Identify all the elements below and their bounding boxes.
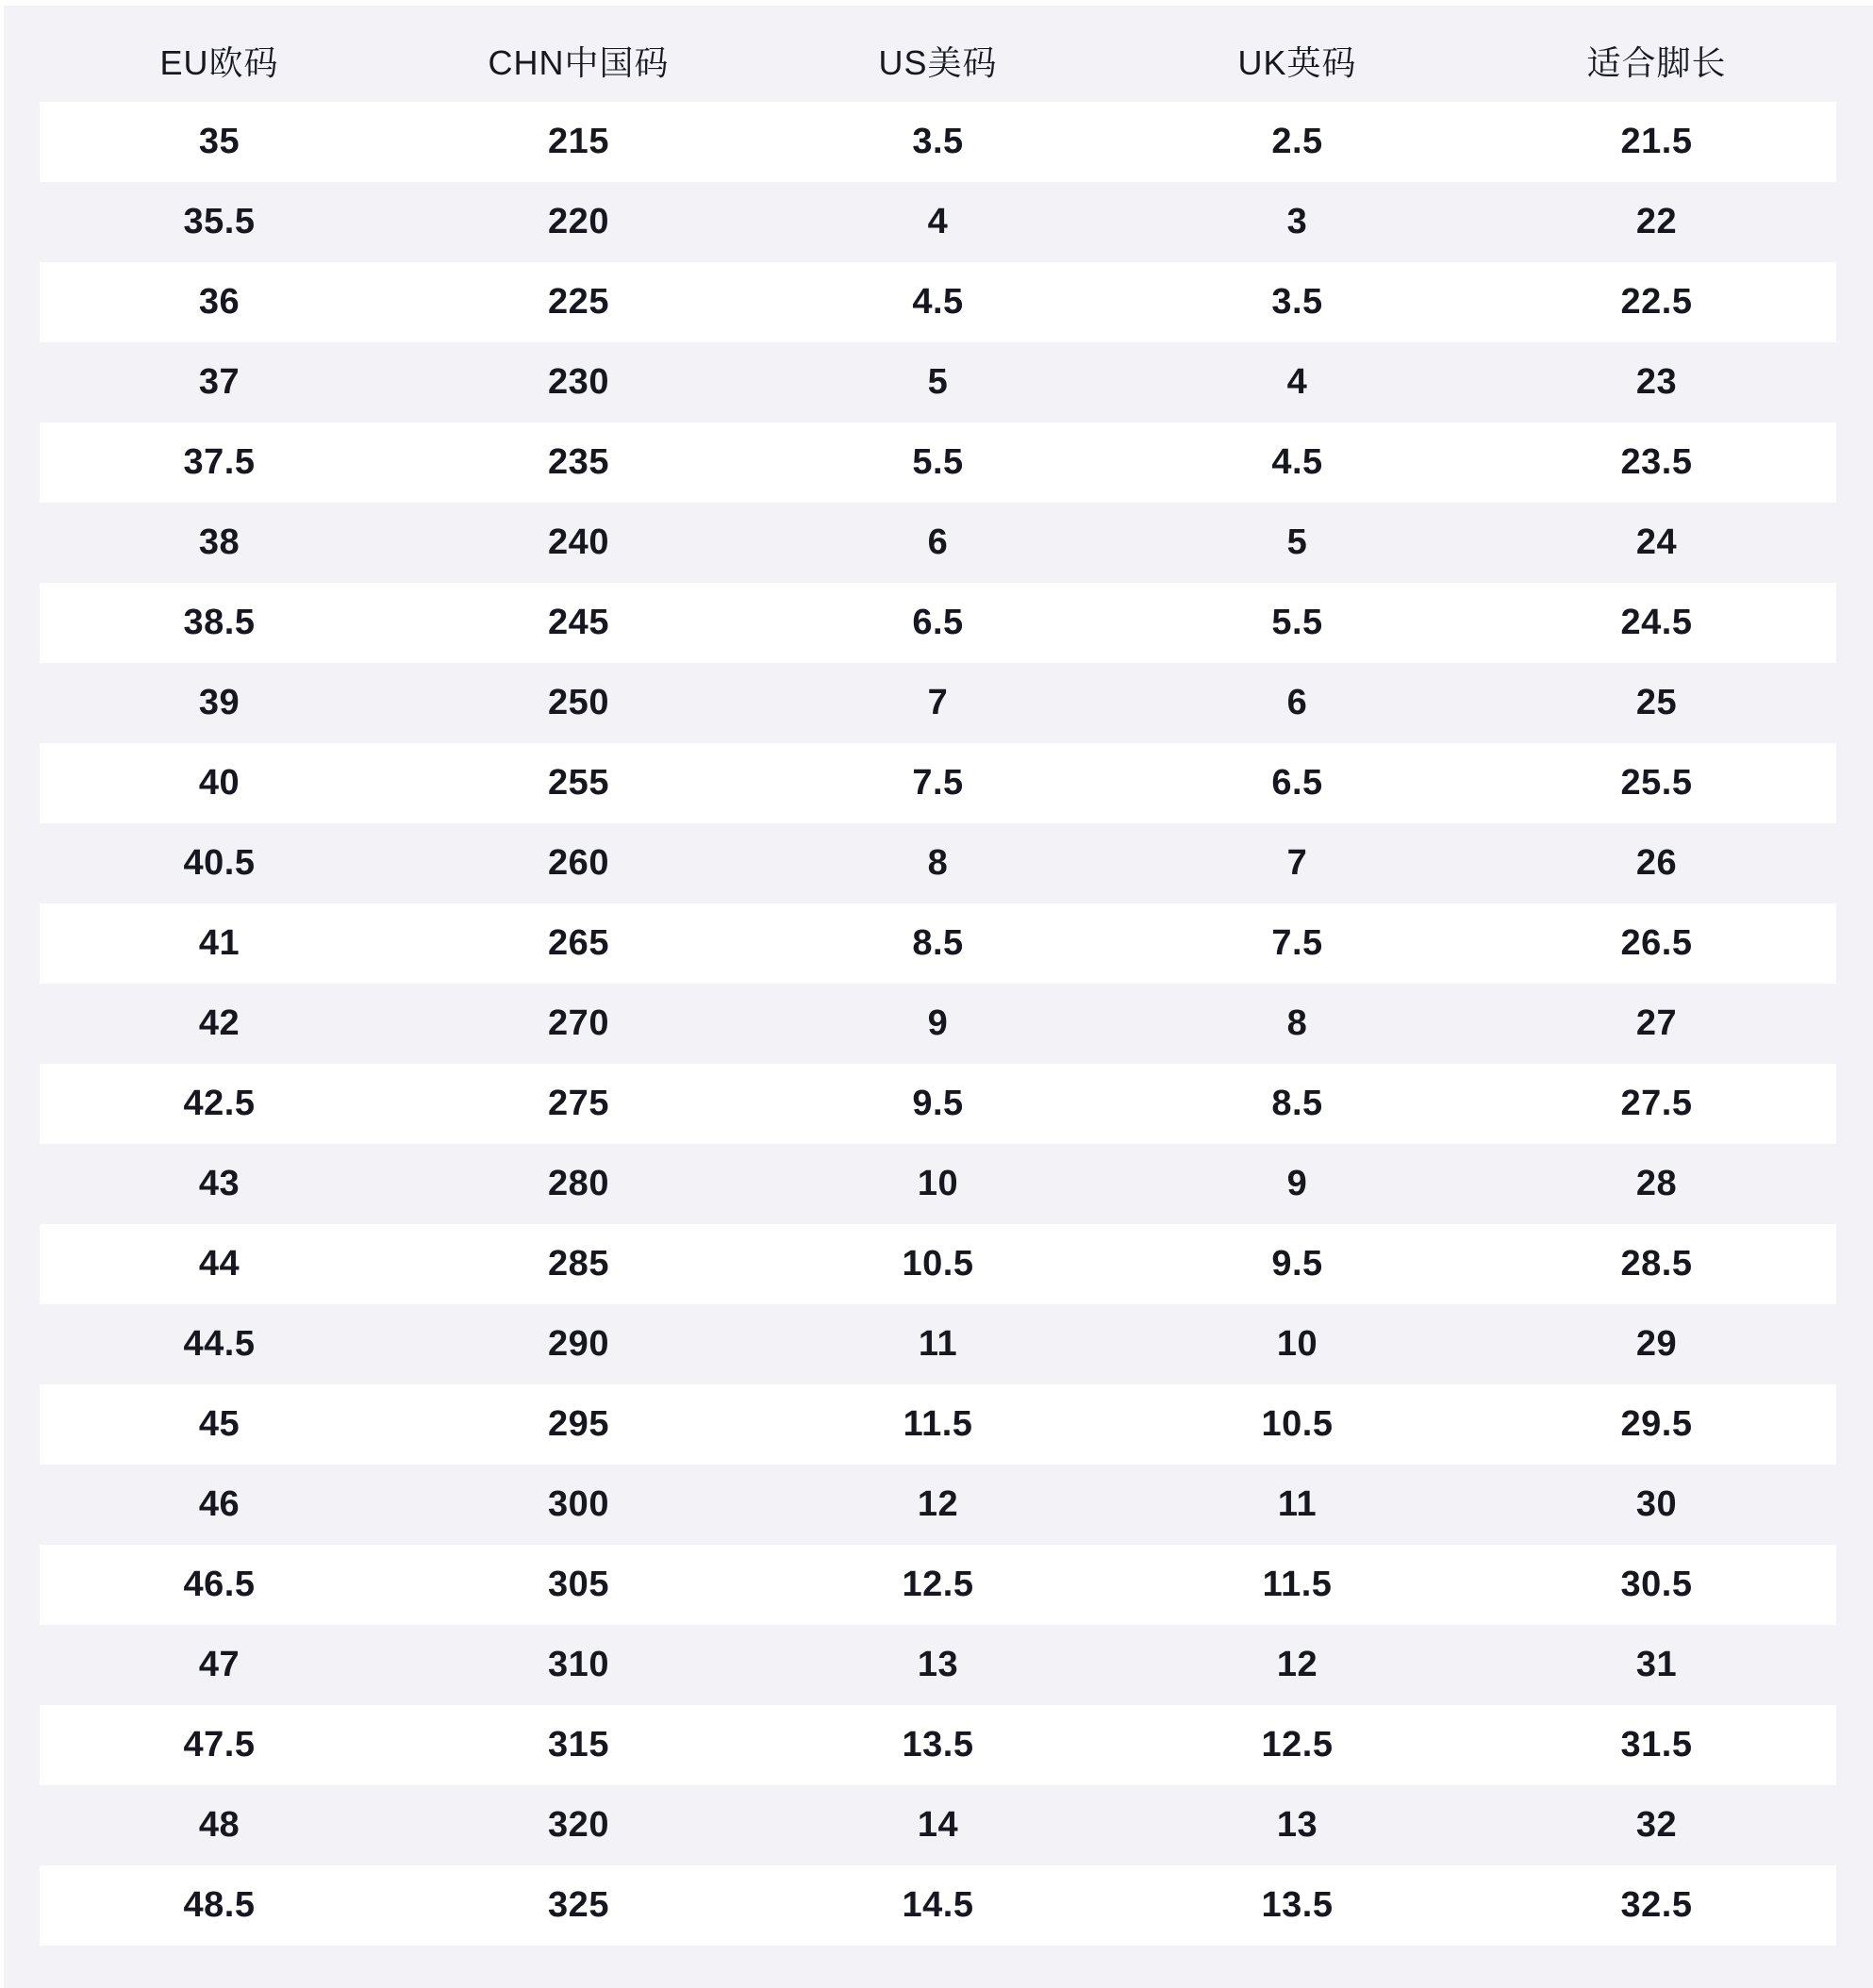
cell-chn: 315 bbox=[548, 1725, 609, 1764]
cell-uk: 11.5 bbox=[1262, 1565, 1333, 1604]
size-table-body bbox=[40, 102, 1836, 1946]
cell-uk: 5.5 bbox=[1271, 603, 1323, 642]
table-row bbox=[40, 262, 1836, 342]
cell-eu: 37.5 bbox=[183, 442, 256, 482]
cell-us: 8 bbox=[927, 843, 949, 883]
table-row bbox=[40, 1545, 1836, 1625]
cell-foot: 32 bbox=[1635, 1805, 1678, 1845]
cell-us: 10.5 bbox=[902, 1244, 974, 1284]
table-row bbox=[40, 182, 1836, 262]
cell-eu: 43 bbox=[198, 1164, 240, 1203]
table-row bbox=[40, 1224, 1836, 1304]
cell-eu: 48.5 bbox=[183, 1885, 256, 1925]
table-row bbox=[40, 984, 1836, 1064]
cell-uk: 10 bbox=[1276, 1324, 1318, 1364]
cell-us: 5 bbox=[927, 362, 949, 402]
cell-eu: 46 bbox=[198, 1484, 240, 1524]
table-row bbox=[40, 1625, 1836, 1705]
cell-us: 6.5 bbox=[912, 603, 964, 642]
table-header-row bbox=[40, 6, 1836, 102]
cell-eu: 41 bbox=[198, 923, 240, 963]
cell-us: 14.5 bbox=[902, 1885, 974, 1925]
cell-us: 4 bbox=[927, 202, 949, 241]
column-header-chn: CHN中国码 bbox=[488, 42, 670, 82]
table-row bbox=[40, 1144, 1836, 1224]
cell-chn: 250 bbox=[548, 683, 609, 722]
cell-uk: 7.5 bbox=[1271, 923, 1323, 963]
cell-eu: 42.5 bbox=[183, 1084, 256, 1123]
cell-chn: 285 bbox=[548, 1244, 609, 1284]
cell-eu: 47.5 bbox=[183, 1725, 256, 1764]
cell-foot: 22.5 bbox=[1620, 282, 1693, 322]
cell-uk: 12.5 bbox=[1261, 1725, 1334, 1764]
cell-us: 8.5 bbox=[912, 923, 964, 963]
cell-uk: 4 bbox=[1286, 362, 1308, 402]
cell-us: 13 bbox=[917, 1645, 959, 1684]
cell-chn: 275 bbox=[548, 1084, 609, 1123]
cell-foot: 32.5 bbox=[1620, 1885, 1693, 1925]
cell-uk: 6 bbox=[1286, 683, 1308, 722]
cell-foot: 24.5 bbox=[1620, 603, 1693, 642]
cell-foot: 29 bbox=[1635, 1324, 1678, 1364]
cell-us: 11 bbox=[918, 1324, 958, 1364]
cell-chn: 300 bbox=[548, 1484, 609, 1524]
cell-eu: 40.5 bbox=[183, 843, 256, 883]
table-row bbox=[40, 1064, 1836, 1144]
column-header-uk: UK英码 bbox=[1237, 42, 1357, 82]
cell-us: 11.5 bbox=[903, 1404, 973, 1444]
cell-eu: 38 bbox=[198, 522, 240, 562]
table-row bbox=[40, 503, 1836, 583]
cell-us: 10 bbox=[917, 1164, 959, 1203]
cell-uk: 4.5 bbox=[1271, 442, 1323, 482]
cell-chn: 240 bbox=[548, 522, 609, 562]
table-row bbox=[40, 342, 1836, 422]
cell-uk: 9 bbox=[1286, 1164, 1308, 1203]
cell-chn: 260 bbox=[548, 843, 609, 883]
cell-chn: 325 bbox=[548, 1885, 609, 1925]
cell-us: 5.5 bbox=[912, 442, 964, 482]
table-row bbox=[40, 422, 1836, 503]
table-row bbox=[40, 823, 1836, 903]
cell-chn: 280 bbox=[548, 1164, 609, 1203]
cell-foot: 25 bbox=[1635, 683, 1678, 722]
cell-us: 9 bbox=[927, 1003, 949, 1043]
cell-us: 6 bbox=[927, 522, 949, 562]
cell-foot: 30.5 bbox=[1620, 1565, 1693, 1604]
table-row bbox=[40, 1465, 1836, 1545]
cell-uk: 13 bbox=[1276, 1805, 1318, 1845]
cell-foot: 30 bbox=[1635, 1484, 1678, 1524]
cell-foot: 26 bbox=[1635, 843, 1678, 883]
cell-chn: 265 bbox=[548, 923, 609, 963]
table-row bbox=[40, 1705, 1836, 1785]
cell-foot: 22 bbox=[1635, 202, 1678, 241]
cell-us: 4.5 bbox=[912, 282, 964, 322]
cell-foot: 21.5 bbox=[1620, 122, 1693, 161]
cell-chn: 245 bbox=[548, 603, 609, 642]
cell-foot: 28 bbox=[1635, 1164, 1678, 1203]
cell-us: 12 bbox=[917, 1484, 959, 1524]
table-row bbox=[40, 903, 1836, 984]
cell-eu: 39 bbox=[198, 683, 240, 722]
cell-uk: 10.5 bbox=[1261, 1404, 1334, 1444]
cell-eu: 37 bbox=[198, 362, 240, 402]
cell-eu: 35.5 bbox=[183, 202, 256, 241]
table-row bbox=[40, 663, 1836, 743]
cell-uk: 11 bbox=[1277, 1484, 1318, 1524]
cell-us: 7.5 bbox=[912, 763, 964, 803]
cell-us: 3.5 bbox=[912, 122, 964, 161]
cell-foot: 29.5 bbox=[1620, 1404, 1693, 1444]
cell-eu: 44.5 bbox=[183, 1324, 256, 1364]
cell-foot: 23 bbox=[1635, 362, 1678, 402]
column-header-eu: EU欧码 bbox=[159, 42, 279, 82]
cell-uk: 12 bbox=[1276, 1645, 1318, 1684]
cell-foot: 27.5 bbox=[1620, 1084, 1693, 1123]
cell-chn: 290 bbox=[548, 1324, 609, 1364]
cell-chn: 270 bbox=[548, 1003, 609, 1043]
cell-chn: 255 bbox=[548, 763, 609, 803]
table-row bbox=[40, 1785, 1836, 1865]
cell-uk: 5 bbox=[1286, 522, 1308, 562]
cell-chn: 320 bbox=[548, 1805, 609, 1845]
cell-uk: 9.5 bbox=[1271, 1244, 1323, 1284]
cell-chn: 230 bbox=[548, 362, 609, 402]
cell-uk: 8 bbox=[1286, 1003, 1308, 1043]
cell-eu: 45 bbox=[198, 1404, 240, 1444]
cell-eu: 35 bbox=[198, 122, 240, 161]
table-row bbox=[40, 1304, 1836, 1384]
cell-chn: 310 bbox=[548, 1645, 609, 1684]
cell-chn: 235 bbox=[548, 442, 609, 482]
cell-uk: 6.5 bbox=[1271, 763, 1323, 803]
cell-chn: 215 bbox=[548, 122, 609, 161]
column-header-us: US美码 bbox=[878, 42, 998, 82]
cell-foot: 25.5 bbox=[1620, 763, 1693, 803]
cell-eu: 38.5 bbox=[183, 603, 256, 642]
cell-uk: 13.5 bbox=[1261, 1885, 1334, 1925]
cell-foot: 31 bbox=[1635, 1645, 1678, 1684]
cell-eu: 40 bbox=[198, 763, 240, 803]
cell-uk: 7 bbox=[1286, 843, 1308, 883]
cell-chn: 295 bbox=[548, 1404, 609, 1444]
cell-foot: 28.5 bbox=[1620, 1244, 1693, 1284]
table-row bbox=[40, 743, 1836, 823]
cell-eu: 44 bbox=[198, 1244, 240, 1284]
cell-uk: 3 bbox=[1286, 202, 1308, 241]
cell-eu: 42 bbox=[198, 1003, 240, 1043]
cell-us: 14 bbox=[917, 1805, 959, 1845]
cell-chn: 225 bbox=[548, 282, 609, 322]
size-chart-panel bbox=[4, 6, 1873, 1988]
cell-uk: 8.5 bbox=[1271, 1084, 1323, 1123]
cell-foot: 23.5 bbox=[1620, 442, 1693, 482]
cell-uk: 2.5 bbox=[1271, 122, 1323, 161]
cell-eu: 47 bbox=[198, 1645, 240, 1684]
cell-foot: 26.5 bbox=[1620, 923, 1693, 963]
column-header-foot: 适合脚长 bbox=[1586, 42, 1727, 82]
table-row bbox=[40, 1865, 1836, 1946]
cell-foot: 24 bbox=[1635, 522, 1678, 562]
cell-eu: 36 bbox=[198, 282, 240, 322]
cell-us: 12.5 bbox=[902, 1565, 974, 1604]
table-row bbox=[40, 1384, 1836, 1465]
cell-chn: 220 bbox=[548, 202, 609, 241]
cell-uk: 3.5 bbox=[1271, 282, 1323, 322]
cell-us: 13.5 bbox=[902, 1725, 974, 1764]
table-row bbox=[40, 102, 1836, 182]
cell-us: 7 bbox=[927, 683, 949, 722]
size-conversion-table bbox=[40, 6, 1836, 1946]
cell-eu: 48 bbox=[198, 1805, 240, 1845]
cell-foot: 27 bbox=[1635, 1003, 1678, 1043]
table-row bbox=[40, 583, 1836, 663]
cell-chn: 305 bbox=[548, 1565, 609, 1604]
cell-foot: 31.5 bbox=[1620, 1725, 1693, 1764]
cell-eu: 46.5 bbox=[183, 1565, 256, 1604]
cell-us: 9.5 bbox=[912, 1084, 964, 1123]
